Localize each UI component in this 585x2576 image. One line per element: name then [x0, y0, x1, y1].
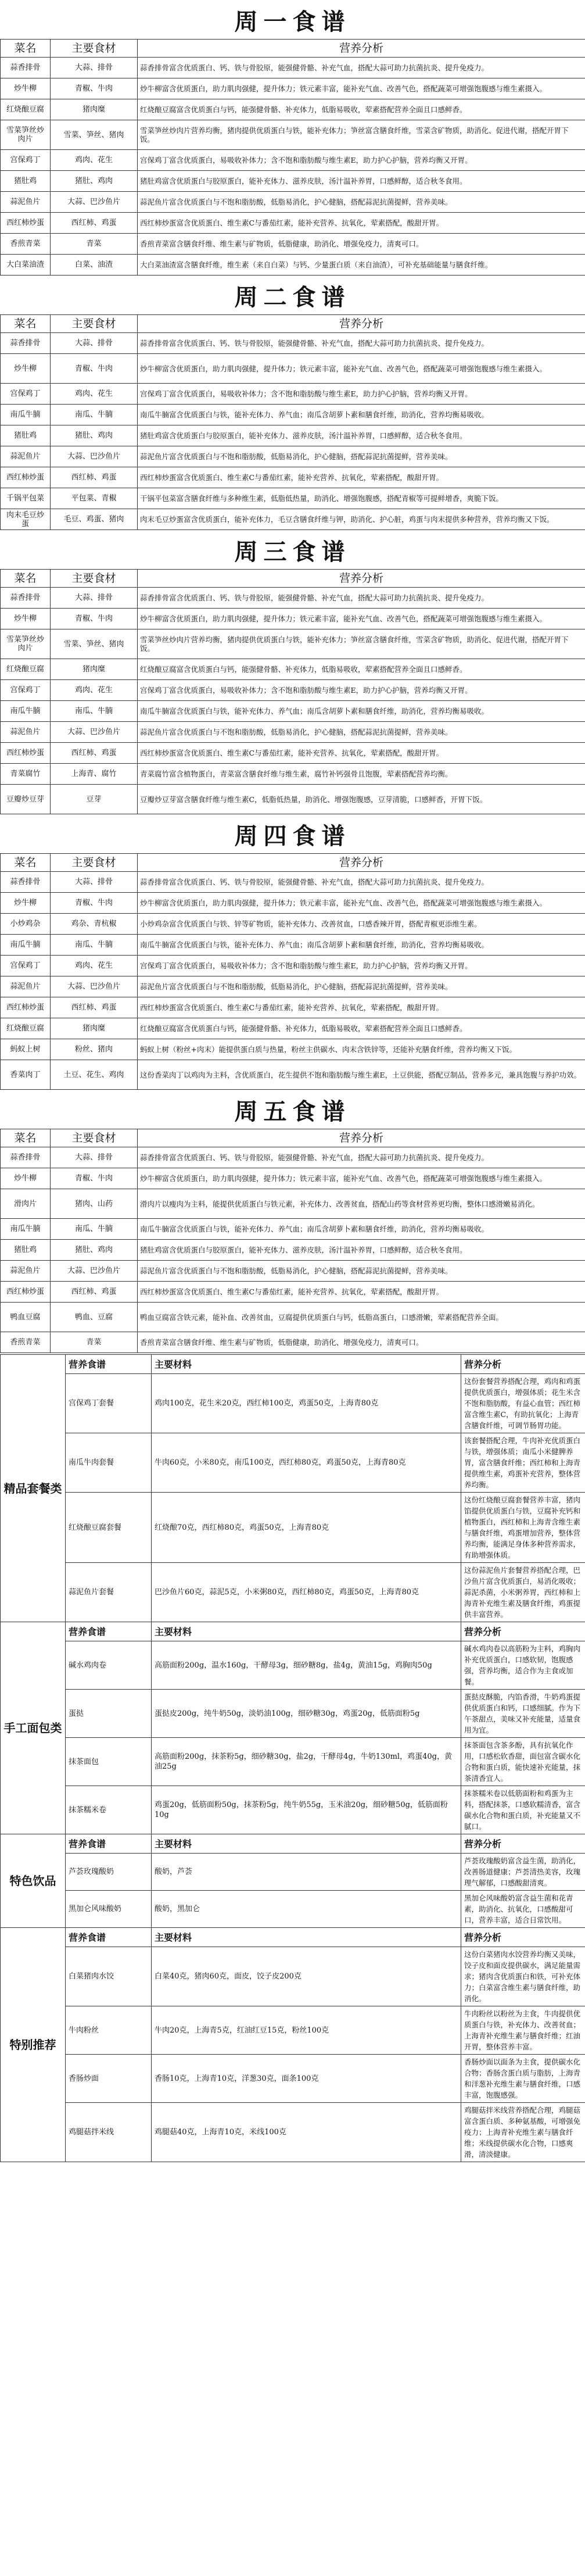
recipe-analysis: 香肠炒面以面条为主食，提供碳水化合物；香肠含蛋白质与脂肪，上海青和洋葱补充维生素与膳食纤维，口感丰富，饱腹感强。 [461, 2055, 585, 2103]
header-nutrition: 营养分析 [138, 40, 585, 58]
dish-ingredient: 西红柿、鸡蛋 [51, 467, 138, 488]
dish-nutrition: 香煎青菜富含膳食纤维、维生素与矿物质，低脂健康，助消化、增强免疫力，清爽可口。 [138, 1332, 585, 1353]
recipe-name: 香肠炒面 [66, 2055, 152, 2103]
service-table [0, 1354, 585, 2162]
dish-name: 蒜香排骨 [1, 872, 51, 893]
table-row [1, 1854, 585, 1891]
week-title: 周二食谱 [234, 284, 351, 311]
dish-ingredient: 南瓜、牛腩 [51, 1219, 138, 1240]
dish-nutrition: 蒜香排骨富含优质蛋白、钙、铁与骨胶原，能强健骨骼、补充气血，搭配大蒜可助力抗菌抗炎、提升免疫力。 [138, 872, 585, 893]
table-row [1, 1303, 585, 1332]
header-nutrition: 营养分析 [138, 1129, 585, 1147]
dish-nutrition: 蒜泥鱼片富含优质蛋白与不饱和脂肪酸，低脂易消化，护心健脑，搭配蒜泥抗菌提鲜，营养美味。 [138, 192, 585, 213]
dish-nutrition: 蒜泥鱼片富含优质蛋白与不饱和脂肪酸，低脂易消化，护心健脑，搭配蒜泥抗菌提鲜，营养美味。 [138, 446, 585, 467]
dish-ingredient: 鸡杂、青杭椒 [51, 914, 138, 935]
table-row [1, 956, 585, 976]
dish-ingredient: 大蒜、巴沙鱼片 [51, 192, 138, 213]
table-row [1, 333, 585, 354]
dish-name: 千锅平包菜 [1, 488, 51, 509]
dish-ingredient: 猪肉糜 [51, 1018, 138, 1039]
service-header-row [1, 1928, 585, 1947]
table-row [1, 1219, 585, 1240]
dish-name: 红烧酿豆腐 [1, 1018, 51, 1039]
week-title: 周一食谱 [234, 8, 351, 35]
dish-nutrition: 西红柿炒蛋富含优质蛋白、维生素C与番茄红素，能补充营养、抗氧化，荤素搭配，酸甜开胃。 [138, 213, 585, 234]
dish-ingredient: 南瓜、牛腩 [51, 701, 138, 722]
table-row [1, 467, 585, 488]
dish-ingredient: 大蒜、排骨 [51, 588, 138, 609]
table-row [1, 1039, 585, 1060]
table-row [1, 446, 585, 467]
dish-nutrition: 宫保鸡丁富含优质蛋白，易吸收补体力；含不饱和脂肪酸与维生素E，助力护心护脑，营养均衡又开胃。 [138, 680, 585, 701]
recipe-material: 牛肉20克，上海青5克，红油红豆15克，粉丝100克 [152, 2006, 461, 2055]
dish-nutrition: 西红柿炒蛋富含优质蛋白、维生素C与番茄红素，能补充营养、抗氧化，荤素搭配，酸甜开胃。 [138, 997, 585, 1018]
recipe-material: 牛肉60克，小米80克，南瓜100克，西红柿80克，鸡蛋50克，上海青80克 [152, 1433, 461, 1493]
table-row [1, 99, 585, 120]
table-row [1, 680, 585, 701]
header-analysis: 营养分析 [461, 1834, 585, 1854]
dish-name: 蒜香排骨 [1, 1147, 51, 1168]
dish-name: 青菜腐竹 [1, 764, 51, 785]
dish-name: 炒牛柳 [1, 609, 51, 629]
dish-nutrition: 炒牛柳富含优质蛋白，助力肌肉强健，提升体力；铁元素丰富，能补充气血、改善气色，搭配蔬菜可增强饱腹感与维生素摄入。 [138, 78, 585, 99]
dish-name: 蒜泥鱼片 [1, 1261, 51, 1282]
recipe-material: 酸奶，芦荟 [152, 1854, 461, 1891]
service-header-row [1, 1622, 585, 1641]
dish-name: 宫保鸡丁 [1, 150, 51, 171]
dish-nutrition: 鸭血豆腐富含铁元素，能补血、改善贫血，豆腐提供优质蛋白与钙，低脂高蛋白，口感滑嫩，荤素搭配营养全面。 [138, 1303, 585, 1332]
dish-ingredient: 青椒、牛肉 [51, 354, 138, 384]
header-ingredient: 主要食材 [51, 315, 138, 333]
dish-nutrition: 蒜香排骨富含优质蛋白、钙、铁与骨胶原，能强健骨骼、补充气血，搭配大蒜可助力抗菌抗炎、提升免疫力。 [138, 333, 585, 354]
dish-ingredient: 青椒、牛肉 [51, 893, 138, 914]
header-recipe: 营养食谱 [66, 1834, 152, 1854]
header-material: 主要材料 [152, 1355, 461, 1374]
dish-nutrition: 红烧酿豆腐富含优质蛋白与钙，能强健骨骼、补充体力，低脂易吸收，荤素搭配营养全面且口感鲜香。 [138, 1018, 585, 1039]
dish-name: 猪肚鸡 [1, 425, 51, 446]
dish-ingredient: 土豆、花生、鸡肉 [51, 1060, 138, 1090]
dish-name: 南瓜牛腩 [1, 701, 51, 722]
dish-name: 宫保鸡丁 [1, 680, 51, 701]
table-row [1, 1947, 585, 2006]
dish-name: 蒜泥鱼片 [1, 192, 51, 213]
table-row [1, 354, 585, 384]
recipe-material: 鸡腿菇40克，上海青10克，米线100克 [152, 2103, 461, 2162]
dish-name: 豆瓣炒豆芽 [1, 785, 51, 814]
dish-nutrition: 猪肚鸡富含优质蛋白与胶原蛋白，能补充体力、滋养皮肤，汤汁温补养胃，口感鲜醇，适合秋冬食用。 [138, 1240, 585, 1261]
table-row [1, 997, 585, 1018]
dish-nutrition: 滑肉片以瘦肉为主料，能提供优质蛋白与铁元素，补充体力、改善贫血，搭配山药等食材营养更均衡，整体口感滑嫩易消化。 [138, 1189, 585, 1219]
dish-name: 雪菜笋丝炒肉片 [1, 120, 51, 150]
dish-nutrition: 红烧酿豆腐富含优质蛋白与钙，能强健骨骼、补充体力，低脂易吸收，荤素搭配营养全面且口感鲜香。 [138, 99, 585, 120]
service-category: 特别推荐 [1, 1928, 66, 2162]
table-row [1, 192, 585, 213]
recipe-name: 宫保鸡丁套餐 [66, 1374, 152, 1433]
dish-ingredient: 鸡肉、花生 [51, 680, 138, 701]
dish-nutrition: 蒜泥鱼片富含优质蛋白与不饱和脂肪酸，低脂易消化，护心健脑，搭配蒜泥抗菌提鲜，营养美味。 [138, 1261, 585, 1282]
table-row [1, 213, 585, 234]
table-row [1, 743, 585, 764]
table-row [1, 425, 585, 446]
dish-name: 西红柿炒蛋 [1, 213, 51, 234]
dish-name: 小炒鸡杂 [1, 914, 51, 935]
table-row [1, 2055, 585, 2103]
dish-ingredient: 雪菜、笋丝、猪肉 [51, 120, 138, 150]
dish-name: 鸭血豆腐 [1, 1303, 51, 1332]
header-analysis: 营养分析 [461, 1355, 585, 1374]
header-name: 菜名 [1, 570, 51, 588]
dish-nutrition: 青菜腐竹富含植物蛋白，青菜富含膳食纤维与维生素，腐竹补钙强骨且饱腹，荤素搭配营养均衡。 [138, 764, 585, 785]
dish-ingredient: 大蒜、巴沙鱼片 [51, 446, 138, 467]
dish-nutrition: 小炒鸡杂富含优质蛋白与铁、锌等矿物质，能补充体力、改善贫血，口感香辣开胃，搭配青椒更添维生素。 [138, 914, 585, 935]
recipe-name: 蒜泥鱼片套餐 [66, 1563, 152, 1622]
header-recipe: 营养食谱 [66, 1928, 152, 1947]
header-ingredient: 主要食材 [51, 40, 138, 58]
week-title: 周四食谱 [234, 822, 351, 850]
dish-ingredient: 大蒜、巴沙鱼片 [51, 722, 138, 743]
dish-nutrition: 蒜香排骨富含优质蛋白、钙、铁与骨胶原，能强健骨骼、补充气血，搭配大蒜可助力抗菌抗炎、提升免疫力。 [138, 588, 585, 609]
service-category: 手工面包类 [1, 1622, 66, 1834]
recipe-name: 碱水鸡肉卷 [66, 1641, 152, 1690]
table-row [1, 78, 585, 99]
header-analysis: 营养分析 [461, 1622, 585, 1641]
table-row [1, 722, 585, 743]
dish-ingredient: 鸡肉、花生 [51, 384, 138, 405]
dish-name: 蒜泥鱼片 [1, 976, 51, 997]
table-row [1, 1240, 585, 1261]
recipe-material: 鸡蛋20g，低筋面粉50g，抹茶粉5g，纯牛奶55g，玉米油20g，细砂糖50g，低筋面粉10g [152, 1786, 461, 1834]
dish-ingredient: 青椒、牛肉 [51, 1168, 138, 1189]
dish-ingredient: 大蒜、排骨 [51, 58, 138, 78]
dish-ingredient: 西红柿、鸡蛋 [51, 997, 138, 1018]
service-category: 精品套餐类 [1, 1355, 66, 1622]
recipe-material: 白菜40克，猪肉60克，面皮，饺子皮200克 [152, 1947, 461, 2006]
dish-name: 大白菜油渣 [1, 255, 51, 276]
recipe-material: 酸奶，黑加仑 [152, 1891, 461, 1928]
recipe-name: 蛋挞 [66, 1690, 152, 1738]
dish-nutrition: 炒牛柳富含优质蛋白，助力肌肉强健，提升体力；铁元素丰富，能补充气血、改善气色，搭配蔬菜可增强饱腹感与维生素摄入。 [138, 893, 585, 914]
table-row [1, 2006, 585, 2055]
table-row [1, 255, 585, 276]
dish-nutrition: 南瓜牛腩富含优质蛋白与铁，能补充体力、养气血；南瓜含胡萝卜素和膳食纤维，助消化，营养均衡易吸收。 [138, 1219, 585, 1240]
dish-name: 雪菜笋丝炒肉片 [1, 629, 51, 659]
dish-ingredient: 猪肚、鸡肉 [51, 171, 138, 192]
table-header-row [1, 854, 585, 872]
table-row [1, 2103, 585, 2162]
dish-name: 西红柿炒蛋 [1, 743, 51, 764]
table-row [1, 701, 585, 722]
dish-name: 蒜香排骨 [1, 58, 51, 78]
table-row [1, 1018, 585, 1039]
dish-nutrition: 肉末毛豆炒蛋富含优质蛋白，能补充体力，毛豆含膳食纤维与钾，助消化、护心脏，鸡蛋与肉末提供多种营养，营养均衡又下饭。 [138, 509, 585, 530]
dish-nutrition: 干锅平包菜富含膳食纤维与多种维生素，低脂低热量，助消化、增强饱腹感，搭配青椒等可提鲜增香，爽脆下饭。 [138, 488, 585, 509]
table-row [1, 58, 585, 78]
recipe-material: 高筋面粉200g，温水160g，干酵母3g，细砂糖8g，盐4g，黄油15g，鸡胸肉50g [152, 1641, 461, 1690]
dish-name: 红烧酿豆腐 [1, 99, 51, 120]
header-name: 菜名 [1, 854, 51, 872]
header-name: 菜名 [1, 1129, 51, 1147]
dish-name: 滑肉片 [1, 1189, 51, 1219]
recipe-material: 高筋面粉200g，抹茶粉5g，细砂糖30g，盐2g，干酵母4g，牛奶130ml，鸡蛋40g，黄油25g [152, 1738, 461, 1786]
dish-nutrition: 蚂蚁上树（粉丝+肉末）能提供蛋白质与热量，粉丝主供碳水、肉末含铁锌等，还能补充膳食纤维，营养均衡又下饭。 [138, 1039, 585, 1060]
recipe-material: 巴沙鱼片60克，蒜泥5克，小米粥80克，西红柿80克，鸡蛋50克，上海青80克 [152, 1563, 461, 1622]
recipe-name: 红烧酿豆腐套餐 [66, 1493, 152, 1563]
recipe-material: 鸡肉100克，花生米20克，西红柿100克，鸡蛋50克，上海青80克 [152, 1374, 461, 1433]
dish-name: 南瓜牛腩 [1, 935, 51, 956]
dish-ingredient: 猪肉糜 [51, 99, 138, 120]
dish-ingredient: 大蒜、排骨 [51, 333, 138, 354]
header-recipe: 营养食谱 [66, 1355, 152, 1374]
recipe-name: 鸡腿菇拌米线 [66, 2103, 152, 2162]
dish-name: 南瓜牛腩 [1, 405, 51, 425]
dish-nutrition: 炒牛柳富含优质蛋白，助力肌肉强健，提升体力；铁元素丰富，能补充气血、改善气色，搭配蔬菜可增强饱腹感与维生素摄入。 [138, 1168, 585, 1189]
dish-nutrition: 蒜香排骨富含优质蛋白、钙、铁与骨胶原，能强健骨骼、补充气血，搭配大蒜可助力抗菌抗炎、提升免疫力。 [138, 58, 585, 78]
dish-ingredient: 青菜 [51, 234, 138, 255]
dish-ingredient: 上海青、腐竹 [51, 764, 138, 785]
recipe-analysis: 这份白菜猪肉水饺营养均衡又美味，饺子皮和面皮提供碳水，满足能量需求；猪肉含优质蛋白和铁，可补充体力；白菜富含维生素与膳食纤维，助消化。 [461, 1947, 585, 2006]
recipe-name: 黑加仑风味酸奶 [66, 1891, 152, 1928]
recipe-analysis: 芦荟玫瑰酸奶富含益生菌，助消化，改善肠道健康；芦荟清热美容，玫瑰理气解郁，口感酸甜清爽。 [461, 1854, 585, 1891]
dish-ingredient: 南瓜、牛腩 [51, 935, 138, 956]
dish-name: 南瓜牛腩 [1, 1219, 51, 1240]
table-row [1, 1690, 585, 1738]
table-header-row [1, 1129, 585, 1147]
table-row [1, 234, 585, 255]
table-row [1, 609, 585, 629]
dish-name: 宫保鸡丁 [1, 956, 51, 976]
table-row [1, 1189, 585, 1219]
recipe-analysis: 这份红烧酿豆腐套餐营养丰富，猪肉馅提供优质蛋白与铁，豆腐补充钙和植物蛋白，西红柿和上海青含维生素与膳食纤维，鸡蛋增加营养，整体营养均衡，能满足身体多种营养需求，有助增强体质。 [461, 1493, 585, 1563]
table-row [1, 935, 585, 956]
dish-name: 香煎青菜 [1, 1332, 51, 1353]
table-row [1, 872, 585, 893]
dish-nutrition: 猪肚鸡富含优质蛋白与胶原蛋白，能补充体力、滋养皮肤，汤汁温补养胃，口感鲜醇，适合秋冬食用。 [138, 171, 585, 192]
header-ingredient: 主要食材 [51, 1129, 138, 1147]
table-row [1, 1563, 585, 1622]
service-header-row [1, 1355, 585, 1374]
table-row [1, 1332, 585, 1353]
dish-ingredient: 青菜 [51, 1332, 138, 1353]
dish-nutrition: 炒牛柳富含优质蛋白，助力肌肉强健，提升体力；铁元素丰富，能补充气血、改善气色，搭配蔬菜可增强饱腹感与维生素摄入。 [138, 609, 585, 629]
dish-nutrition: 蒜泥鱼片富含优质蛋白与不饱和脂肪酸，低脂易消化，护心健脑，搭配蒜泥抗菌提鲜，营养美味。 [138, 722, 585, 743]
dish-nutrition: 蒜泥鱼片富含优质蛋白与不饱和脂肪酸，低脂易消化，护心健脑，搭配蒜泥抗菌提鲜，营养美味。 [138, 976, 585, 997]
service-header-row [1, 1834, 585, 1854]
table-row [1, 1168, 585, 1189]
table-row [1, 1641, 585, 1690]
table-row [1, 509, 585, 530]
dish-ingredient: 大蒜、巴沙鱼片 [51, 976, 138, 997]
table-row [1, 1493, 585, 1563]
dish-ingredient: 西红柿、鸡蛋 [51, 213, 138, 234]
dish-name: 炒牛柳 [1, 78, 51, 99]
table-row [1, 629, 585, 659]
dish-name: 蒜香排骨 [1, 588, 51, 609]
table-row [1, 1147, 585, 1168]
dish-name: 西红柿炒蛋 [1, 997, 51, 1018]
dish-name: 红烧酿豆腐 [1, 659, 51, 680]
table-row [1, 384, 585, 405]
table-header-row [1, 40, 585, 58]
recipe-analysis: 牛肉粉丝以粉丝为主食，牛肉提供优质蛋白与铁，补充体力、改善贫血；上海青补充维生素与膳食纤维；红油开胃，整体营养丰富。 [461, 2006, 585, 2055]
dish-nutrition: 这份香菜肉丁以鸡肉为主料，含优质蛋白，花生提供不饱和脂肪酸与维生素E，土豆供能，搭配豆制品，营养多元，兼具饱腹与养护功效。 [138, 1060, 585, 1090]
dish-nutrition: 南瓜牛腩富含优质蛋白与铁，能补充体力、养气血；南瓜含胡萝卜素和膳食纤维，助消化，营养均衡易吸收。 [138, 405, 585, 425]
recipe-analysis: 该套餐搭配合理，牛肉补充优质蛋白与铁，增强体质；南瓜小米健脾养胃，富含膳食纤维；西红柿和上海青提供维生素，鸡蛋补充营养，整体营养均衡。 [461, 1433, 585, 1493]
week-menu-table [0, 1129, 585, 1353]
table-row [1, 488, 585, 509]
dish-name: 炒牛柳 [1, 893, 51, 914]
dish-nutrition: 雪菜笋丝炒肉片营养均衡，猪肉提供优质蛋白与铁，能补充体力；笋丝富含膳食纤维，雪菜含矿物质，助消化、促进代谢，搭配开胃下饭。 [138, 120, 585, 150]
header-nutrition: 营养分析 [138, 315, 585, 333]
dish-name: 香煎青菜 [1, 234, 51, 255]
recipe-analysis: 鸡腿菇拌米线营养搭配合理，鸡腿菇富含蛋白质、多种氨基酸，可增强免疫力；上海青补充维生素与膳食纤维；米线提供碳水化合物，口感爽滑，清淡健康。 [461, 2103, 585, 2162]
dish-nutrition: 大白菜油渣富含膳食纤维，维生素（来自白菜）与钙、少量蛋白质（来自油渣），可补充基础能量与膳食纤维。 [138, 255, 585, 276]
table-row [1, 1786, 585, 1834]
dish-ingredient: 平包菜、青椒 [51, 488, 138, 509]
recipe-name: 芦荟玫瑰酸奶 [66, 1854, 152, 1891]
recipe-analysis: 蛋挞皮酥脆，内馅香滑，牛奶鸡蛋提供优质蛋白和钙，口感细腻。作为下午茶甜点，美味又补充能量，适量食用为宜。 [461, 1690, 585, 1738]
header-name: 菜名 [1, 315, 51, 333]
header-material: 主要材料 [152, 1622, 461, 1641]
dish-name: 西红柿炒蛋 [1, 467, 51, 488]
dish-nutrition: 西红柿炒蛋富含优质蛋白、维生素C与番茄红素，能补充营养、抗氧化，荤素搭配，酸甜开胃。 [138, 743, 585, 764]
header-material: 主要材料 [152, 1928, 461, 1947]
header-nutrition: 营养分析 [138, 854, 585, 872]
table-row [1, 659, 585, 680]
dish-name: 蒜泥鱼片 [1, 722, 51, 743]
dish-ingredient: 猪肉糜 [51, 659, 138, 680]
week-menu-table [0, 569, 585, 814]
dish-nutrition: 宫保鸡丁富含优质蛋白，易吸收补体力；含不饱和脂肪酸与维生素E，助力护心护脑，营养均衡又开胃。 [138, 956, 585, 976]
header-recipe: 营养食谱 [66, 1622, 152, 1641]
recipe-name: 南瓜牛肉套餐 [66, 1433, 152, 1493]
dish-ingredient: 大蒜、排骨 [51, 872, 138, 893]
dish-nutrition: 宫保鸡丁富含优质蛋白，易吸收补体力；含不饱和脂肪酸与维生素E，助力护心护脑，营养均衡又开胃。 [138, 384, 585, 405]
dish-ingredient: 西红柿、鸡蛋 [51, 1282, 138, 1303]
dish-nutrition: 红烧酿豆腐富含优质蛋白与钙，能强健骨骼、补充体力，低脂易吸收，荤素搭配营养全面且口感鲜香。 [138, 659, 585, 680]
header-material: 主要材料 [152, 1834, 461, 1854]
dish-nutrition: 香煎青菜富含膳食纤维、维生素与矿物质，低脂健康，助消化、增强免疫力，清爽可口。 [138, 234, 585, 255]
dish-name: 炒牛柳 [1, 1168, 51, 1189]
dish-nutrition: 蒜香排骨富含优质蛋白、钙、铁与骨胶原，能强健骨骼、补充气血，搭配大蒜可助力抗菌抗炎、提升免疫力。 [138, 1147, 585, 1168]
dish-nutrition: 西红柿炒蛋富含优质蛋白、维生素C与番茄红素，能补充营养、抗氧化，荤素搭配，酸甜开胃。 [138, 1282, 585, 1303]
week-menu-table [0, 314, 585, 530]
recipe-name: 牛肉粉丝 [66, 2006, 152, 2055]
dish-ingredient: 青椒、牛肉 [51, 609, 138, 629]
dish-name: 香菜肉丁 [1, 1060, 51, 1090]
recipe-name: 白菜猪肉水饺 [66, 1947, 152, 2006]
recipe-analysis: 抹茶糯米卷以低筋面粉和鸡蛋为主料，搭配抹茶，口感软糯清香，富含碳水化合物和蛋白质，补充能量又不腻口。 [461, 1786, 585, 1834]
dish-ingredient: 西红柿、鸡蛋 [51, 743, 138, 764]
table-row [1, 405, 585, 425]
dish-ingredient: 大蒜、排骨 [51, 1147, 138, 1168]
recipe-name: 抹茶面包 [66, 1738, 152, 1786]
table-row [1, 1374, 585, 1433]
dish-nutrition: 南瓜牛腩富含优质蛋白与铁，能补充体力、养气血；南瓜含胡萝卜素和膳食纤维，助消化，营养均衡易吸收。 [138, 701, 585, 722]
dish-ingredient: 大蒜、巴沙鱼片 [51, 1261, 138, 1282]
recipe-analysis: 碱水鸡肉卷以高筋粉为主料，鸡胸肉补充优质蛋白，口感软韧，饱腹感强，营养均衡，适合作为主食或加餐。 [461, 1641, 585, 1690]
week-title: 周三食谱 [234, 538, 351, 566]
dish-name: 肉末毛豆炒蛋 [1, 509, 51, 530]
recipe-material: 蛋挞皮200g，纯牛奶50g，淡奶油100g，细砂糖30g，鸡蛋20g，低筋面粉5g [152, 1690, 461, 1738]
dish-nutrition: 南瓜牛腩富含优质蛋白与铁，能补充体力、养气血；南瓜含胡萝卜素和膳食纤维，助消化，营养均衡易吸收。 [138, 935, 585, 956]
dish-name: 蚂蚁上树 [1, 1039, 51, 1060]
recipe-analysis: 这份蒜泥鱼片套餐营养搭配合理，巴沙鱼片富含优质蛋白，易消化吸收；蒜泥杀菌，小米粥养胃，西红柿和上海青补充维生素及膳食纤维，鸡蛋提供丰富营养。 [461, 1563, 585, 1622]
table-row [1, 588, 585, 609]
dish-name: 西红柿炒蛋 [1, 1282, 51, 1303]
dish-name: 宫保鸡丁 [1, 384, 51, 405]
dish-ingredient: 毛豆、鸡蛋、猪肉 [51, 509, 138, 530]
table-row [1, 785, 585, 814]
table-header-row [1, 315, 585, 333]
dish-ingredient: 青椒、牛肉 [51, 78, 138, 99]
table-row [1, 1060, 585, 1090]
week-menu-table [0, 853, 585, 1090]
dish-ingredient: 豆芽 [51, 785, 138, 814]
header-ingredient: 主要食材 [51, 570, 138, 588]
dish-ingredient: 猪肉、山药 [51, 1189, 138, 1219]
week-title: 周五食谱 [234, 1098, 351, 1125]
recipe-analysis: 黑加仑风味酸奶富含益生菌和花青素，助消化、抗氧化，口感酸甜可口，营养丰富，适合日常饮用。 [461, 1891, 585, 1928]
table-row [1, 1891, 585, 1928]
dish-nutrition: 雪菜笋丝炒肉片营养均衡，猪肉提供优质蛋白与铁，能补充体力；笋丝富含膳食纤维，雪菜含矿物质，助消化、促进代谢，搭配开胃下饭。 [138, 629, 585, 659]
table-row [1, 1282, 585, 1303]
dish-ingredient: 粉丝、猪肉 [51, 1039, 138, 1060]
header-ingredient: 主要食材 [51, 854, 138, 872]
header-analysis: 营养分析 [461, 1928, 585, 1947]
recipe-material: 红烧酿70克，西红柿80克，鸡蛋50克，上海青80克 [152, 1493, 461, 1563]
dish-ingredient: 鸡肉、花生 [51, 150, 138, 171]
header-name: 菜名 [1, 40, 51, 58]
table-row [1, 171, 585, 192]
dish-nutrition: 炒牛柳富含优质蛋白，助力肌肉强健，提升体力；铁元素丰富，能补充气血、改善气色，搭配蔬菜可增强饱腹感与维生素摄入。 [138, 354, 585, 384]
table-row [1, 764, 585, 785]
dish-ingredient: 猪肚、鸡肉 [51, 425, 138, 446]
dish-ingredient: 白菜、油渣 [51, 255, 138, 276]
table-row [1, 1433, 585, 1493]
recipe-material: 香肠10克，上海青10克，洋葱30克，面条100克 [152, 2055, 461, 2103]
recipe-analysis: 这份套餐营养搭配合理，鸡肉和鸡蛋提供优质蛋白，增强体质；花生米含不饱和脂肪酸，有益心血管；西红柿富含维生素C，有助抗氧化；上海青含膳食纤维，可调节肠胃功能。 [461, 1374, 585, 1433]
dish-name: 猪肚鸡 [1, 1240, 51, 1261]
dish-nutrition: 宫保鸡丁富含优质蛋白，易吸收补体力；含不饱和脂肪酸与维生素E，助力护心护脑，营养均衡又开胃。 [138, 150, 585, 171]
dish-name: 炒牛柳 [1, 354, 51, 384]
dish-nutrition: 猪肚鸡富含优质蛋白与胶原蛋白，能补充体力、滋养皮肤，汤汁温补养胃，口感鲜醇，适合秋冬食用。 [138, 425, 585, 446]
dish-name: 蒜泥鱼片 [1, 446, 51, 467]
week-menu-table [0, 39, 585, 276]
table-row [1, 893, 585, 914]
service-category: 特色饮品 [1, 1834, 66, 1928]
table-row [1, 120, 585, 150]
dish-ingredient: 雪菜、笋丝、猪肉 [51, 629, 138, 659]
table-row [1, 914, 585, 935]
dish-ingredient: 鸭血、豆腐 [51, 1303, 138, 1332]
dish-ingredient: 南瓜、牛腩 [51, 405, 138, 425]
recipe-analysis: 抹茶面包含茶多酚，具有抗氧化作用，口感松软香甜，面包富含碳水化合物和蛋白质，能快速补充能量，抹茶清香宜人。 [461, 1738, 585, 1786]
dish-name: 蒜香排骨 [1, 333, 51, 354]
dish-nutrition: 西红柿炒蛋富含优质蛋白、维生素C与番茄红素，能补充营养、抗氧化，荤素搭配，酸甜开胃。 [138, 467, 585, 488]
dish-ingredient: 猪肚、鸡肉 [51, 1240, 138, 1261]
recipe-name: 抹茶糯米卷 [66, 1786, 152, 1834]
dish-name: 猪肚鸡 [1, 171, 51, 192]
table-row [1, 1738, 585, 1786]
dish-nutrition: 豆瓣炒豆芽富含膳食纤维与维生素C，低脂低热量，助消化、增强饱腹感，豆芽清脆，口感鲜香，开胃下饭。 [138, 785, 585, 814]
header-nutrition: 营养分析 [138, 570, 585, 588]
table-row [1, 976, 585, 997]
table-row [1, 150, 585, 171]
table-row [1, 1261, 585, 1282]
dish-ingredient: 鸡肉、花生 [51, 956, 138, 976]
table-header-row [1, 570, 585, 588]
